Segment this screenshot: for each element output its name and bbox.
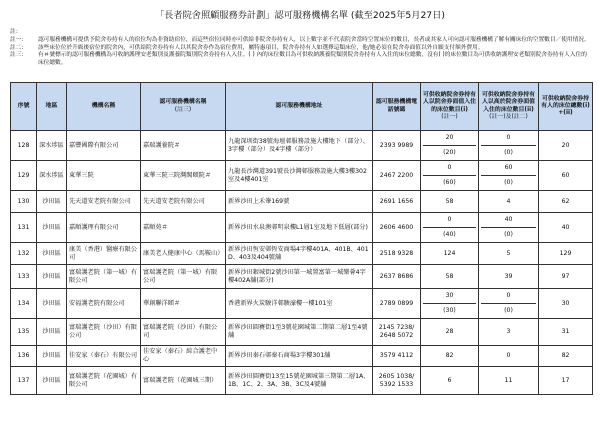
cell-org: 富瑞護老院（花園城）有限公司 (67, 367, 141, 395)
table-row (11, 367, 593, 395)
cell-phone: 2606 4600 (373, 213, 421, 243)
table-row (11, 319, 593, 346)
cell-address: 九龍深圳街38號海壇邨服務設施大樓地下（部分）、3字樓（部分）及4字樓（部分） (226, 131, 373, 161)
cell-address: 九龍長沙灣道391號長沙灣邨服務設施大樓3樓302室及4樓401室 (226, 161, 373, 191)
cell-beds-above-value (479, 289, 539, 319)
cell-district: 沙田區 (37, 191, 67, 213)
cell-phone: 2605 1038/ 5392 1533 (373, 367, 421, 395)
cell-service: 東華三院三院灣閣頤院＃ (141, 161, 226, 191)
cell-org: 先天道安老院有限公司 (67, 191, 141, 213)
cell-phone: 2637 8686 (373, 265, 421, 289)
header-beds-above-value-label: 可供收納院舍券持有人以高於院舍券面值入住的床位數目(ii) (481, 91, 535, 113)
header-beds-above-value (479, 83, 539, 131)
cell-seq: 129 (11, 161, 37, 191)
care-home-category-beds: 60 (504, 164, 513, 172)
cell-beds-above-value (479, 131, 539, 161)
note-text: 該些床位位於升級後宿位的院舍內，可供給院舍券持有人以其院舍券作為宿位費用，屬特惠項目，院舍券持有人如選擇這類床位，他/她必須在院舍券面值以外自願支付額外費用。 (38, 44, 484, 51)
header-beds-face-value-note-ref: (註一) (441, 113, 458, 120)
cell-beds-face-value (421, 131, 479, 161)
care-home-category-beds: 0 (447, 164, 452, 172)
nursing-home-category-beds: (60) (423, 175, 476, 190)
cell-phone: 2467 2200 (373, 161, 421, 191)
care-home-category-beds: 0 (447, 216, 452, 224)
nursing-home-category-beds: (20) (423, 145, 476, 160)
cell-service: 先天道安老院有限公司 (141, 191, 226, 213)
cell-phone: 2145 7238/ 2648 5072 (373, 319, 421, 346)
header-org: 機構名稱 (67, 83, 141, 131)
header-row (11, 83, 593, 131)
cell-district: 沙田區 (37, 319, 67, 346)
nursing-home-category-beds: (0) (481, 145, 536, 160)
header-beds-above-value-note-ref: (註一)及(註二) (489, 113, 528, 120)
cell-address: 新界沙田秦石邨秦石商場3字樓301舖 (226, 346, 373, 367)
cell-beds-above-value: 11 (479, 367, 539, 395)
cell-phone: 2789 0899 (373, 289, 421, 319)
care-home-category-beds: 20 (445, 134, 454, 142)
table-body (11, 131, 593, 395)
cell-service: 嘉瑞護養院＃ (141, 131, 226, 161)
cell-beds-total: 129 (539, 243, 593, 265)
cell-address: 新界沙田水泉澳邨明泉樓L1層1室及地下低層(部分) (226, 213, 373, 243)
cell-address: 新界沙田銀城街2號沙田第一城置富第一城樂薈4字樓402A舖(部分) (226, 265, 373, 289)
cell-org: 富瑞護老院（第一城）有限公司 (67, 265, 141, 289)
table-row (11, 346, 593, 367)
cell-org: 東華三院 (67, 161, 141, 191)
cell-org: 嘉豐國際有限公司 (67, 131, 141, 161)
cell-district: 沙田區 (37, 213, 67, 243)
cell-district: 沙田區 (37, 367, 67, 395)
cell-org: 富瑞護老院（沙田）有限公司 (67, 319, 141, 346)
nursing-home-category-beds: (0) (481, 227, 536, 242)
note-1 (10, 37, 592, 45)
cell-phone: 2691 1656 (373, 191, 421, 213)
cell-seq: 135 (11, 319, 37, 346)
note-3 (10, 52, 592, 68)
cell-beds-total: 62 (539, 191, 593, 213)
cell-seq: 131 (11, 213, 37, 243)
notes-heading-row (10, 29, 592, 37)
table-row (11, 191, 593, 213)
note-text: 認可服務機構可提供予院舍券持有人的宿位均為非資助宿位，而這些宿位同時亦可供給非院舍券持有人，以上數字並不代表院舍當時空置床位的數目，長者或其家人可向認可服務機構了解有關床位的空置數目／使用情況。 (38, 36, 590, 43)
care-home-category-beds: 40 (504, 216, 513, 224)
cell-service: 富瑞護老院（沙田）有限公司 (141, 319, 226, 346)
cell-service: 嘉順苑＃ (141, 213, 226, 243)
table-row (11, 213, 593, 243)
table-row (11, 265, 593, 289)
cell-org: 安福護老院有限公司 (67, 289, 141, 319)
cell-beds-face-value (421, 213, 479, 243)
cell-beds-face-value: 58 (421, 191, 479, 213)
table-row (11, 289, 593, 319)
cell-seq: 132 (11, 243, 37, 265)
cell-beds-total: 82 (539, 346, 593, 367)
cell-seq: 130 (11, 191, 37, 213)
cell-beds-total: 97 (539, 265, 593, 289)
header-beds-total: 可供收納院舍券持有人的床位總數(i)+(ii) (539, 83, 593, 131)
cell-beds-face-value: 82 (421, 346, 479, 367)
cell-beds-above-value: 5 (479, 243, 539, 265)
cell-beds-face-value: 6 (421, 367, 479, 395)
cell-beds-total: 20 (539, 131, 593, 161)
nursing-home-category-beds: (30) (423, 303, 476, 318)
cell-beds-above-value: 4 (479, 191, 539, 213)
cell-phone: 3579 4112 (373, 346, 421, 367)
cell-beds-above-value (479, 213, 539, 243)
cell-beds-above-value (479, 161, 539, 191)
header-service-label: 認可服務機構名稱 (159, 99, 207, 106)
cell-seq: 137 (11, 367, 37, 395)
cell-district: 沙田區 (37, 289, 67, 319)
care-home-category-beds: 0 (506, 134, 511, 142)
header-district: 地區 (37, 83, 67, 131)
cell-beds-face-value: 124 (421, 243, 479, 265)
cell-beds-total: 31 (539, 319, 593, 346)
header-address: 認可服務機構地址 (226, 83, 373, 131)
cell-district: 深水埗區 (37, 131, 67, 161)
table-row (11, 161, 593, 191)
care-home-category-beds: 0 (506, 292, 511, 300)
cell-phone: 2393 9989 (373, 131, 421, 161)
cell-service: 佳安家（秦石）綜合護老中心 (141, 346, 226, 367)
cell-service: 富瑞護老院（花園城三期） (141, 367, 226, 395)
cell-beds-face-value: 28 (421, 319, 479, 346)
cell-address: 新界沙田圓賽街13至15號花園城第三期第二層1A、1B、1C、2、3A、3B、3C及4號舖 (226, 367, 373, 395)
cell-beds-face-value: 58 (421, 265, 479, 289)
header-beds-face-value (421, 83, 479, 131)
cell-district: 沙田區 (37, 243, 67, 265)
cell-beds-face-value (421, 161, 479, 191)
cell-beds-above-value: 0 (479, 346, 539, 367)
notes-heading: 註： (10, 29, 22, 35)
header-beds-face-value-label: 可供收納院舍券持有人以院舍券面值入住的床位數目(i) (423, 91, 477, 113)
cell-address: 新界沙田恆安邨恆安商場4字樓401A、401B、401D、403及404號舖 (226, 243, 373, 265)
cell-beds-total: 17 (539, 367, 593, 395)
cell-beds-total: 30 (539, 289, 593, 319)
cell-org: 康美（香港）醫療有限公司 (67, 243, 141, 265)
cell-seq: 133 (11, 265, 37, 289)
cell-district: 沙田區 (37, 346, 67, 367)
cell-beds-face-value (421, 289, 479, 319)
nursing-home-category-beds: (0) (481, 175, 536, 190)
cell-service: 康美老人健康中心（馬鞍山） (141, 243, 226, 265)
cell-seq: 134 (11, 289, 37, 319)
cell-org: 佳安家（秦石）有限公司 (67, 346, 141, 367)
header-phone: 認可服務機構電話號碼 (373, 83, 421, 131)
service-providers-table (10, 82, 593, 395)
cell-service: 華創聯洋頤＃ (141, 289, 226, 319)
cell-address: 香港新界火炭駿洋邨駿濠樓一樓101室 (226, 289, 373, 319)
cell-beds-total: 40 (539, 213, 593, 243)
notes-section (10, 29, 592, 68)
table-header (11, 83, 593, 131)
header-service (141, 83, 226, 131)
cell-seq: 136 (11, 346, 37, 367)
header-seq: 序號 (11, 83, 37, 131)
cell-district: 沙田區 (37, 265, 67, 289)
care-home-category-beds: 30 (445, 292, 454, 300)
note-label: 註二： (10, 44, 28, 51)
note-label: 註一： (10, 36, 28, 43)
nursing-home-category-beds: (40) (423, 227, 476, 242)
header-service-note-ref: (註三) (174, 106, 192, 113)
cell-org: 嘉順護理有限公司 (67, 213, 141, 243)
note-text: 有＃號標示的認可服務機構為可收納護理安老類別及護養院類別院舍券持有人入住。( ) 內的床位數目為可供收納護養院類別院舍券持有人入住的床位總數，沒有( )的床位數目為可供收納護理安老類別院舍券持有人入住的床位總數。 (38, 52, 587, 67)
document-title: 「長者院舍照顧服務券計劃」認可服務機構名單 (截至2025年5月27日) (155, 10, 445, 21)
cell-beds-total: 60 (539, 161, 593, 191)
cell-address: 新界沙田圓賽街1至3號花園城第二期第二層1至4號舖 (226, 319, 373, 346)
cell-address: 新界沙田上禾輋169號 (226, 191, 373, 213)
cell-service: 富瑞護老院（第一城）有限公司 (141, 265, 226, 289)
cell-phone: 2518 9328 (373, 243, 421, 265)
cell-seq: 128 (11, 131, 37, 161)
note-label: 註三： (10, 52, 28, 59)
table-row (11, 243, 593, 265)
nursing-home-category-beds: (0) (481, 303, 536, 318)
cell-beds-above-value: 39 (479, 265, 539, 289)
cell-district: 深水埗區 (37, 161, 67, 191)
cell-beds-above-value: 3 (479, 319, 539, 346)
table-row (11, 131, 593, 161)
